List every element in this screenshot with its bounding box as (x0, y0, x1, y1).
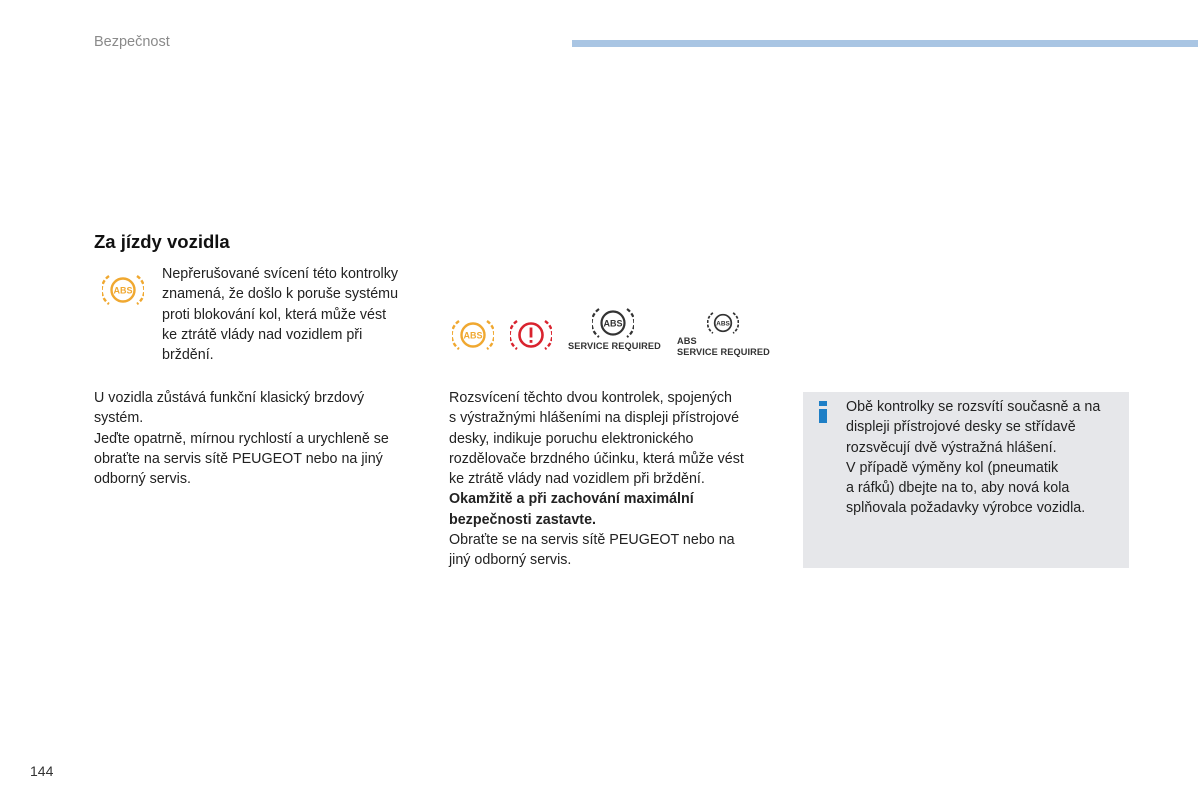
text-line: proti blokování kol, která může vést (162, 306, 387, 323)
text-line: splňovala požadavky výrobce vozidla. (846, 500, 1086, 517)
text-line: brždění. (162, 347, 214, 364)
abs-warning-icon (452, 317, 494, 353)
text-line: s výstražnými hlášeními na displeji přístrojové (449, 410, 740, 427)
left-column-text (94, 388, 424, 489)
page-number: 144 (30, 763, 54, 779)
text-line: obraťte na servis sítě PEUGEOT nebo na jiný (94, 450, 383, 467)
text-line: systém. (94, 410, 144, 427)
warning-line: bezpečnosti zastavte. (449, 511, 596, 528)
info-text (846, 397, 1126, 519)
text-line: U vozidla zůstává funkční klasický brzdový (94, 390, 365, 406)
text-line: znamená, že došlo k poruše systému (162, 286, 399, 303)
abs-service-small-icon (707, 310, 739, 336)
caption-line: ABS (677, 336, 697, 346)
section-title: Bezpečnost (94, 34, 170, 50)
abs-icon-label: ABS (716, 320, 730, 328)
abs-icon-label: ABS (603, 318, 623, 329)
abs-warning-icon (102, 272, 144, 308)
warning-line: Okamžitě a při zachování maximální (449, 491, 694, 508)
text-line: Obraťte se na servis sítě PEUGEOT nebo na (449, 532, 735, 549)
text-line: odborný servis. (94, 471, 191, 488)
brake-warning-icon (510, 317, 552, 353)
text-line: rozsvěcují dvě výstražná hlášení. (846, 439, 1057, 456)
text-line: Jeďte opatrně, mírnou rychlostí a urychleně se (94, 430, 389, 447)
info-icon (817, 401, 829, 423)
abs-icon-label: ABS (463, 330, 483, 341)
intro-paragraph (162, 264, 427, 365)
text-line: jiný odborný servis. (449, 552, 572, 569)
abs-icon-label: ABS (113, 285, 133, 296)
page-heading: Za jízdy vozidla (94, 231, 230, 252)
text-line: Nepřerušované svícení této kontrolky (162, 266, 399, 282)
info-box (803, 392, 1129, 568)
text-line: Rozsvícení těchto dvou kontrolek, spojených (449, 390, 732, 406)
text-line: ke ztrátě vlády nad vozidlem při brždění. (449, 471, 705, 488)
text-line: a ráfků) dbejte na to, aby nová kola (846, 480, 1070, 497)
text-line: desky, indikuje poruchu elektronického (449, 430, 694, 447)
caption-line: SERVICE REQUIRED (677, 347, 770, 357)
text-line: displeji přístrojové desky se střídavě (846, 419, 1076, 436)
abs-service-icon (592, 305, 634, 341)
service-required-caption: SERVICE REQUIRED (568, 341, 661, 351)
text-line: ke ztrátě vlády nad vozidlem při (162, 326, 363, 343)
text-line: V případě výměny kol (pneumatik (846, 459, 1059, 476)
abs-service-caption (677, 336, 770, 358)
middle-column-text (449, 388, 779, 571)
text-line: rozdělovače brzdného účinku, která může vést (449, 450, 744, 467)
text-line: Obě kontrolky se rozsvítí současně a na (846, 399, 1101, 415)
header-accent-bar (572, 40, 1198, 47)
